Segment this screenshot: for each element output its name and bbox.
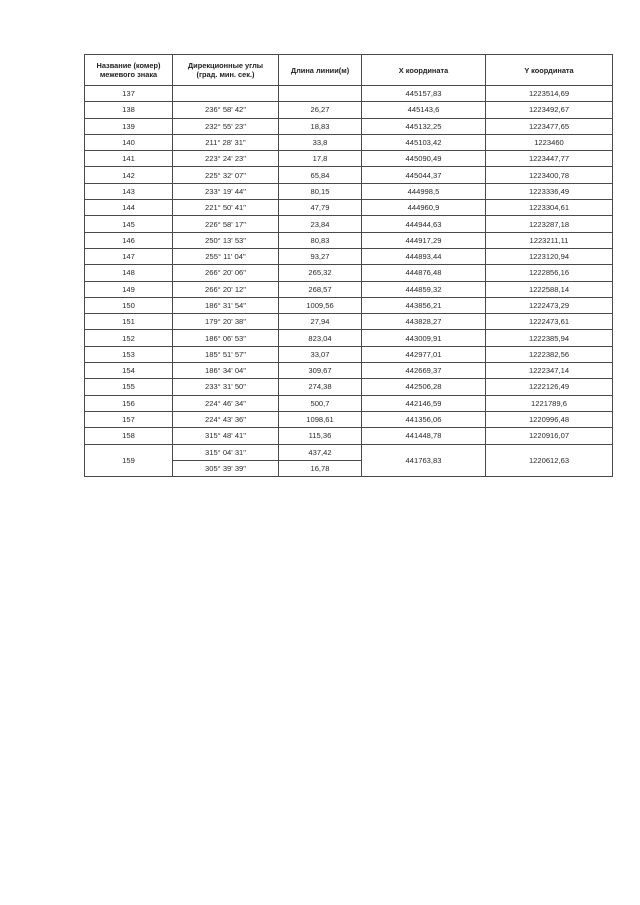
- y-coordinate-cell: 1223211,11: [486, 232, 613, 248]
- x-coordinate-cell: 441448,78: [362, 428, 486, 444]
- line-length-cell: 65,84: [279, 167, 362, 183]
- y-coordinate-cell: 1223336,49: [486, 183, 613, 199]
- line-length-cell: 437,42: [279, 444, 362, 460]
- direction-angle-cell: 255° 11' 04": [173, 248, 279, 264]
- x-coordinate-cell: 445157,83: [362, 86, 486, 102]
- direction-angle-cell: 225° 32' 07": [173, 167, 279, 183]
- y-coordinate-cell: 1223304,61: [486, 200, 613, 216]
- y-coordinate-cell: 1221789,6: [486, 395, 613, 411]
- y-coordinate-cell: 1222856,16: [486, 265, 613, 281]
- direction-angle-cell: 250° 13' 53": [173, 232, 279, 248]
- marker-name-cell: 146: [85, 232, 173, 248]
- marker-name-cell: 148: [85, 265, 173, 281]
- header-y-coordinate: [486, 55, 613, 86]
- x-coordinate-cell: 443856,21: [362, 297, 486, 313]
- direction-angle-cell: 315° 04' 31": [173, 444, 279, 460]
- direction-angle-cell: 232° 55' 23": [173, 118, 279, 134]
- marker-name-cell: 153: [85, 346, 173, 362]
- direction-angle-cell: 226° 58' 17": [173, 216, 279, 232]
- x-coordinate-cell: 444876,48: [362, 265, 486, 281]
- marker-name-cell: 159: [85, 444, 173, 477]
- line-length-cell: 274,38: [279, 379, 362, 395]
- line-length-cell: 23,84: [279, 216, 362, 232]
- marker-name-cell: 152: [85, 330, 173, 346]
- x-coordinate-cell: 442506,28: [362, 379, 486, 395]
- header-y-coordinate-text: Y координата: [524, 65, 574, 75]
- marker-name-cell: 141: [85, 151, 173, 167]
- marker-name-cell: 158: [85, 428, 173, 444]
- angle-cell-empty: [173, 86, 279, 102]
- y-coordinate-cell: 1223287,18: [486, 216, 613, 232]
- marker-name-cell: 145: [85, 216, 173, 232]
- marker-name-cell: 137: [85, 86, 173, 102]
- x-coordinate-cell: 445090,49: [362, 151, 486, 167]
- x-coordinate-cell: 442146,59: [362, 395, 486, 411]
- y-coordinate-cell: 1223514,69: [486, 86, 613, 102]
- marker-name-cell: 139: [85, 118, 173, 134]
- x-coordinate-cell: 444893,44: [362, 248, 486, 264]
- direction-angle-cell: 186° 06' 53": [173, 330, 279, 346]
- line-length-cell: 1009,56: [279, 297, 362, 313]
- x-coordinate-cell: 444859,32: [362, 281, 486, 297]
- marker-name-cell: 142: [85, 167, 173, 183]
- header-x-coordinate: [362, 55, 486, 86]
- table-body: [85, 86, 613, 477]
- marker-name-cell: 156: [85, 395, 173, 411]
- marker-name-cell: 149: [85, 281, 173, 297]
- y-coordinate-cell: 1222347,14: [486, 363, 613, 379]
- x-coordinate-cell: 444960,9: [362, 200, 486, 216]
- x-coordinate-cell: 441356,06: [362, 411, 486, 427]
- x-coordinate-cell: 444917,29: [362, 232, 486, 248]
- header-line-length: [279, 55, 362, 86]
- header-direction-angle: [173, 55, 279, 86]
- line-length-cell: 1098,61: [279, 411, 362, 427]
- marker-name-cell: 147: [85, 248, 173, 264]
- y-coordinate-cell: 1222126,49: [486, 379, 613, 395]
- y-coordinate-cell: 1220612,63: [486, 444, 613, 477]
- y-coordinate-cell: 1222588,14: [486, 281, 613, 297]
- line-length-cell: 16,78: [279, 460, 362, 476]
- direction-angle-cell: 211° 28' 31": [173, 134, 279, 150]
- direction-angle-cell: 266° 20' 12": [173, 281, 279, 297]
- table-header-row: [85, 55, 613, 86]
- direction-angle-cell: 186° 31' 54": [173, 297, 279, 313]
- x-coordinate-cell: 442669,37: [362, 363, 486, 379]
- line-length-cell: 823,04: [279, 330, 362, 346]
- line-length-cell: 265,32: [279, 265, 362, 281]
- line-length-cell: 17,8: [279, 151, 362, 167]
- direction-angle-cell: 186° 34' 04": [173, 363, 279, 379]
- header-marker-name-text: Название (комер) межевого знака: [96, 61, 161, 79]
- marker-name-cell: 151: [85, 314, 173, 330]
- marker-name-cell: 154: [85, 363, 173, 379]
- x-coordinate-cell: 445143,6: [362, 102, 486, 118]
- x-coordinate-cell: 445132,25: [362, 118, 486, 134]
- marker-name-cell: 144: [85, 200, 173, 216]
- y-coordinate-cell: 1223120,94: [486, 248, 613, 264]
- marker-name-cell: 138: [85, 102, 173, 118]
- y-coordinate-cell: 1223447,77: [486, 151, 613, 167]
- line-length-cell: 309,67: [279, 363, 362, 379]
- line-length-cell: 115,36: [279, 428, 362, 444]
- line-length-cell: 93,27: [279, 248, 362, 264]
- line-length-cell: 18,83: [279, 118, 362, 134]
- x-coordinate-cell: 443009,91: [362, 330, 486, 346]
- x-coordinate-cell: 444998,5: [362, 183, 486, 199]
- header-x-coordinate-text: X координата: [398, 65, 449, 75]
- y-coordinate-cell: 1223460: [486, 134, 613, 150]
- table-row: [85, 86, 613, 102]
- line-length-cell: 27,94: [279, 314, 362, 330]
- marker-name-cell: 157: [85, 411, 173, 427]
- line-length-cell: 33,07: [279, 346, 362, 362]
- y-coordinate-cell: 1220996,48: [486, 411, 613, 427]
- x-coordinate-cell: 443828,27: [362, 314, 486, 330]
- direction-angle-cell: 236° 58' 42": [173, 102, 279, 118]
- direction-angle-cell: 233° 19' 44": [173, 183, 279, 199]
- x-coordinate-cell: 445044,37: [362, 167, 486, 183]
- y-coordinate-cell: 1220916,07: [486, 428, 613, 444]
- direction-angle-cell: 233° 31' 50": [173, 379, 279, 395]
- y-coordinate-cell: 1223400,78: [486, 167, 613, 183]
- length-cell-empty: [279, 86, 362, 102]
- direction-angle-cell: 223° 24' 23": [173, 151, 279, 167]
- direction-angle-cell: 221° 50' 41": [173, 200, 279, 216]
- marker-name-cell: 155: [85, 379, 173, 395]
- line-length-cell: 47,79: [279, 200, 362, 216]
- header-marker-name: [85, 55, 173, 86]
- marker-name-cell: 140: [85, 134, 173, 150]
- x-coordinate-cell: 445103,42: [362, 134, 486, 150]
- boundary-coordinates-table: [84, 54, 613, 477]
- line-length-cell: 80,83: [279, 232, 362, 248]
- marker-name-cell: 150: [85, 297, 173, 313]
- x-coordinate-cell: 441763,83: [362, 444, 486, 477]
- x-coordinate-cell: 444944,63: [362, 216, 486, 232]
- direction-angle-cell: 266° 20' 06": [173, 265, 279, 281]
- line-length-cell: 26,27: [279, 102, 362, 118]
- y-coordinate-cell: 1222382,56: [486, 346, 613, 362]
- header-direction-angle-text: Дирекционные углы (град. мин. сек.): [187, 61, 264, 79]
- direction-angle-cell: 224° 46' 34": [173, 395, 279, 411]
- direction-angle-cell: 185° 51' 57": [173, 346, 279, 362]
- x-coordinate-cell: 442977,01: [362, 346, 486, 362]
- direction-angle-cell: 315° 48' 41": [173, 428, 279, 444]
- y-coordinate-cell: 1223492,67: [486, 102, 613, 118]
- line-length-cell: 80,15: [279, 183, 362, 199]
- y-coordinate-cell: 1222473,61: [486, 314, 613, 330]
- y-coordinate-cell: 1223477,65: [486, 118, 613, 134]
- direction-angle-cell: 305° 39' 39": [173, 460, 279, 476]
- line-length-cell: 500,7: [279, 395, 362, 411]
- y-coordinate-cell: 1222385,94: [486, 330, 613, 346]
- line-length-cell: 268,57: [279, 281, 362, 297]
- direction-angle-cell: 179° 20' 38": [173, 314, 279, 330]
- header-line-length-text: Длина линии(м): [290, 65, 350, 75]
- direction-angle-cell: 224° 43' 36": [173, 411, 279, 427]
- marker-name-cell: 143: [85, 183, 173, 199]
- y-coordinate-cell: 1222473,29: [486, 297, 613, 313]
- line-length-cell: 33,8: [279, 134, 362, 150]
